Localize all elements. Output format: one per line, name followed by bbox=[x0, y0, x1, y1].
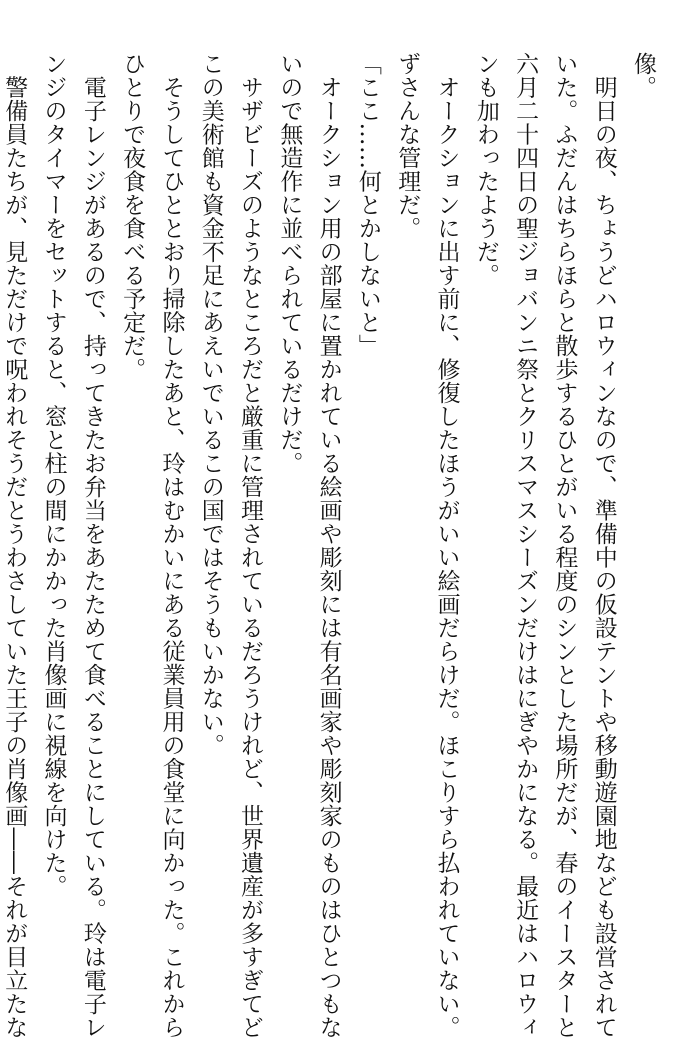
text-line: オークションに出す前に、修復したほうがいい絵画だらけだ。ほこりすら払われていない。 bbox=[433, 52, 460, 1039]
text-line: ずさんな管理だ。 bbox=[394, 52, 421, 240]
text-line: 六月二十四日の聖ジョバンニ祭とクリスマスシーズンだけはにぎやかになる。最近はハロウィ bbox=[512, 52, 539, 1039]
text-line: 像。 bbox=[630, 52, 656, 99]
text-line: 「ここ……何とかしないと」 bbox=[354, 52, 381, 358]
text-line: ンジのタイマーをセットすると、窓と柱の間にかかった肖像画に視線を向けた。 bbox=[40, 52, 67, 898]
text-line: そうしてひととおり掃除したあと、玲はむかいにある従業員用の食堂に向かった。これから bbox=[158, 52, 185, 1039]
text-line: 電子レンジがあるので、持ってきたお弁当をあたためて食べることにしている。玲は電子レ bbox=[79, 52, 106, 1039]
text-line: この美術館も資金不足にあえいでいるこの国ではそうもいかない。 bbox=[197, 52, 224, 757]
text-line: ひとりで夜食を食べる予定だ。 bbox=[119, 52, 146, 381]
text-line: オークション用の部屋に置かれている絵画や彫刻には有名画家や彫刻家のものはひとつもな bbox=[315, 52, 342, 1039]
text-line: いので無造作に並べられているだけだ。 bbox=[276, 52, 303, 475]
text-line: サザビーズのようなところだと厳重に管理されているだろうけれど、世界遺産が多すぎてど bbox=[237, 52, 264, 1039]
text-line: いた。ふだんはちらほらと散歩するひとがいる程度のシンとした場所だが、春のイースターと bbox=[551, 52, 578, 1039]
text-line: 警備員たちが、見ただけで呪われそうだとうわさしていた王子の肖像画――それが目立たな bbox=[1, 52, 28, 1039]
text-line: ンも加わったようだ。 bbox=[472, 52, 499, 287]
text-line: 明日の夜、ちょうどハロウィンなので、準備中の仮設テントや移動遊園地なども設営されて bbox=[590, 52, 617, 1039]
vertical-text-block bbox=[0, 52, 662, 1039]
